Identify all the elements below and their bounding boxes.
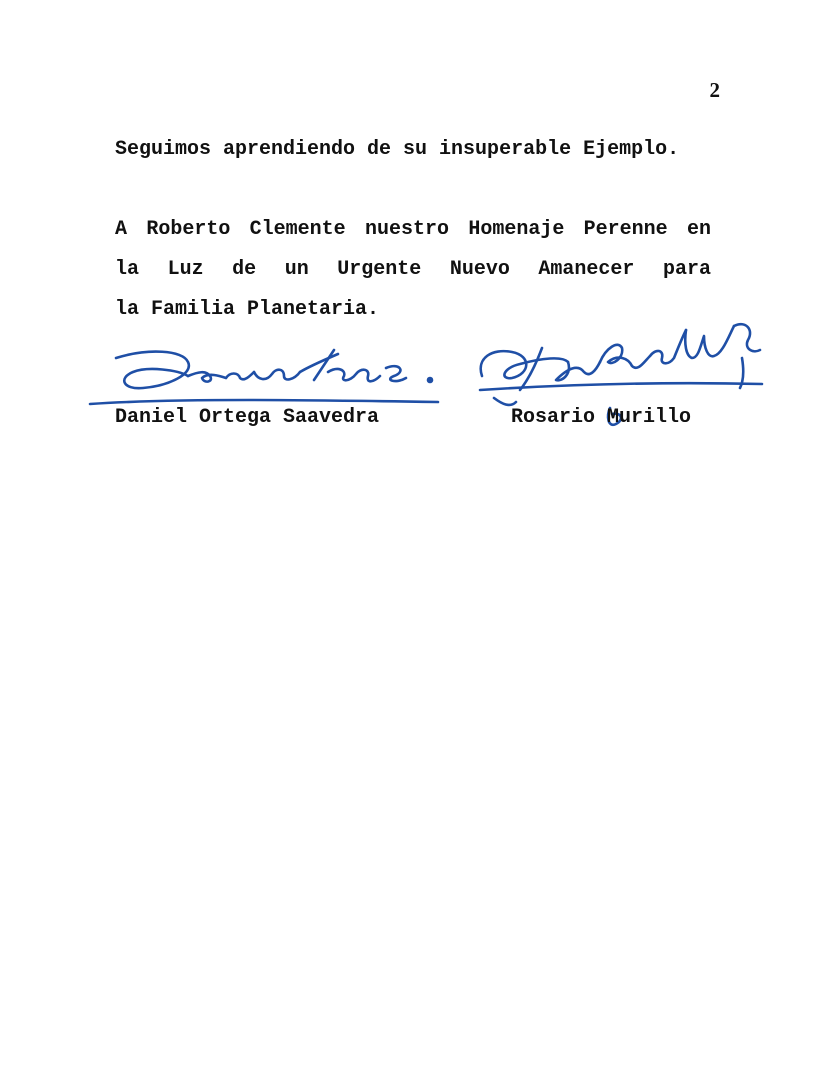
signer-name-daniel-ortega: Daniel Ortega Saavedra [115, 406, 380, 429]
body-line-1: Seguimos aprendiendo de su insuperable Ejemplo. [115, 138, 680, 161]
signature-daniel-ortega [88, 342, 443, 412]
page-number: 2 [709, 78, 720, 102]
body-line-4: la Familia Planetaria. [115, 298, 380, 321]
signer-name-rosario-murillo: Rosario Murillo [511, 406, 692, 429]
body-line-3: la Luz de un Urgente Nuevo Amanecer para [115, 258, 711, 281]
body-line-2: A Roberto Clemente nuestro Homenaje Perenne en [115, 218, 711, 241]
